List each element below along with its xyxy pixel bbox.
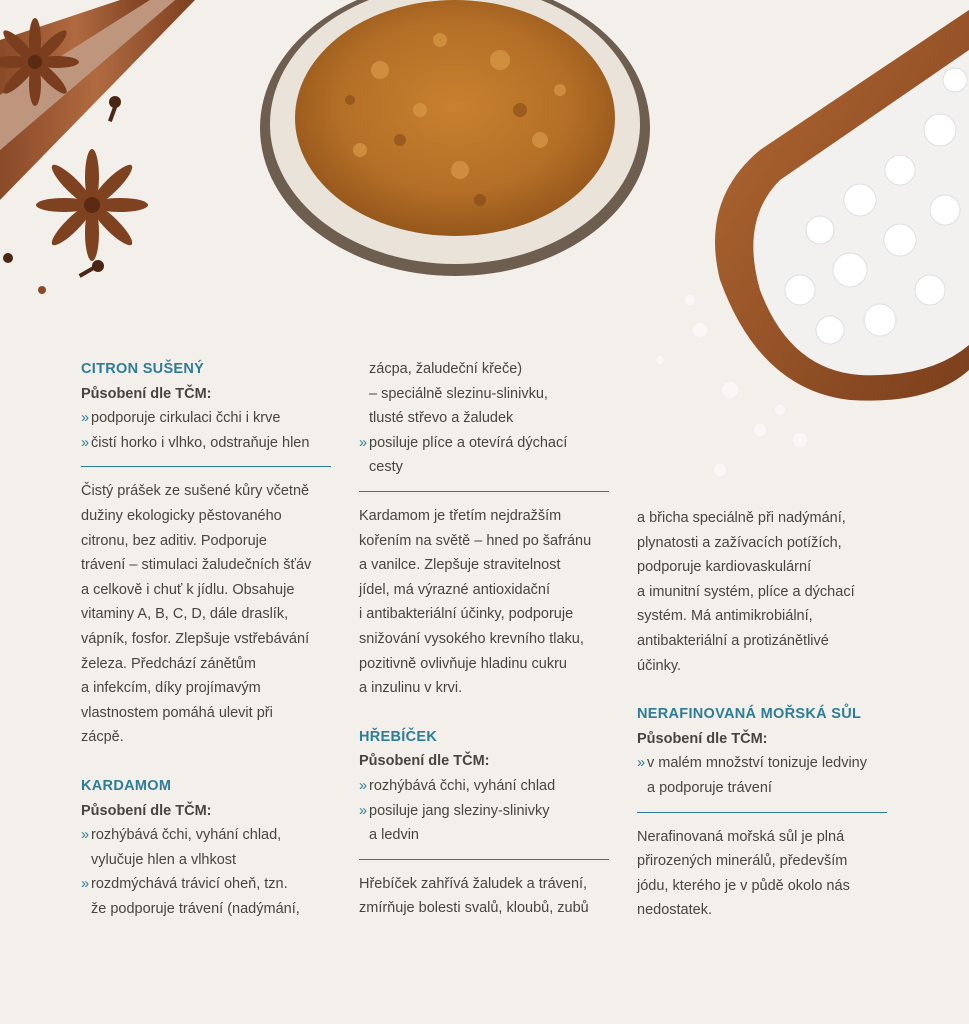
bullet-marker: » bbox=[81, 434, 90, 451]
divider bbox=[81, 466, 331, 467]
column-2: zácpa, žaludeční křeče) – speciálně slezinu-slinivku, tlusté střevo a žaludek » posiluje plíce a otevírá dýchací cesty Kardamom je třetím nejdražším kořením na světě – hned po šafránu a vanilce. Zlepšuje stravitelnost jídel, má výrazné antioxidační i antibakteriální účinky, podporuje snižování vysokého krevního tlaku, pozitivně ovlivňuje hladinu cukru a inzulinu v krvi. HŘEBÍČEK Působení dle TČM: » rozhýbává čchi, vyhání chlad » posiluje jang sleziny-slinivky a ledvin Hřebíček zahřívá žaludek a trávení, zmírňuje bolesti svalů, kloubů, zubů bbox=[359, 357, 614, 921]
bullet-item: » rozdmýchává trávicí oheň, tzn. bbox=[81, 872, 336, 897]
section-title-kardamom: KARDAMOM bbox=[81, 777, 172, 794]
section-title-sul: NERAFINOVANÁ MOŘSKÁ SŮL bbox=[637, 706, 862, 723]
kardamom-description: Kardamom je třetím nejdražším kořením na světě – hned po šafránu a vanilce. Zlepšuje stravitelnost jídel, má výrazné antioxidační i antibakteriální účinky, podporuje snižování vysokého krevního tlaku, pozitivně ovlivňuje hladinu cukru a inzulinu v krvi. bbox=[359, 507, 592, 697]
bullet-item: » čistí horko i vlhko, odstraňuje hlen bbox=[81, 431, 336, 456]
hrebicek-description-continued: a břicha speciálně při nadýmání, plynatosti a zažívacích potížích, podporuje kardiovaskulární a imunitní systém, plíce a dýchací systém. Má antimikrobiální, antibakteriální a protizánětlivé účinky. bbox=[637, 510, 855, 674]
bullet-marker: » bbox=[81, 827, 90, 844]
section-title-citron: CITRON SUŠENÝ bbox=[81, 361, 205, 377]
divider bbox=[359, 859, 609, 860]
bullet-marker: » bbox=[359, 777, 368, 794]
salt-scoop bbox=[656, 10, 969, 476]
bullet-marker: » bbox=[359, 434, 368, 451]
section-title-hrebicek: HŘEBÍČEK bbox=[359, 728, 438, 745]
bullet-item: » v malém množství tonizuje ledviny bbox=[637, 751, 897, 776]
sul-description: Nerafinovaná mořská sůl je plná přirozených minerálů, především jódu, kterého je v půdě okolo nás nedostatek. bbox=[637, 828, 850, 919]
bullet-marker: » bbox=[81, 410, 90, 427]
bullet-item: » posiluje plíce a otevírá dýchací bbox=[359, 431, 614, 456]
bullet-item: » posiluje jang sleziny-slinivky bbox=[359, 799, 614, 824]
bullet-item: » podporuje cirkulaci čchi i krve bbox=[81, 406, 336, 431]
star-anise-bottom bbox=[36, 149, 148, 261]
bullet-item: » rozhýbává čchi, vyhání chlad bbox=[359, 774, 614, 799]
tcm-label: Působení dle TČM: bbox=[81, 385, 212, 402]
divider bbox=[637, 812, 887, 813]
bullet-marker: » bbox=[359, 802, 368, 819]
tcm-label: Působení dle TČM: bbox=[637, 730, 768, 747]
bullet-marker: » bbox=[637, 755, 646, 772]
bullet-marker: » bbox=[81, 876, 90, 893]
citron-description: Čistý prášek ze sušené kůry včetně dužiny ekologicky pěstovaného citronu, bez aditiv. Podporuje trávení – stimulaci žaludečních šťáv a celkově i chuť k jídlu. Obsahuje vitaminy A, B, C, D, dále draslík, vápník, fosfor. Zlepšuje vstřebávání železa. Předchází zánětům a infekcím, díky projímavým vlastnostem pomáhá ulevit při zácpě. bbox=[81, 483, 312, 746]
column-1: CITRON SUŠENÝ Působení dle TČM: » podporuje cirkulaci čchi i krve » čistí horko i vlhko, odstraňuje hlen Čistý prášek ze sušené kůry včetně dužiny ekologicky pěstovaného citronu, bez aditiv. Podporuje trávení – stimulaci žaludečních šťáv a celkově i chuť k jídlu. Obsahuje vitaminy A, B, C, D, dále draslík, vápník, fosfor. Zlepšuje vstřebávání železa. Předchází zánětům a infekcím, díky projímavým vlastnostem pomáhá ulevit při zácpě. KARDAMOM Působení dle TČM: » rozhýbává čchi, vyhání chlad, vylučuje hlen a vlhkost » rozdmýchává trávicí oheň, tzn. že podporuje trávení (nadýmání, bbox=[81, 357, 336, 921]
divider bbox=[359, 491, 609, 492]
column-3: a břicha speciálně při nadýmání, plynatosti a zažívacích potížích, podporuje kardiovaskulární a imunitní systém, plíce a dýchací systém. Má antimikrobiální, antibakteriální a protizánětlivé účinky. NERAFINOVANÁ MOŘSKÁ SŮL Působení dle TČM: » v malém množství tonizuje ledviny a podporuje trávení Nerafinovaná mořská sůl je plná přirozených minerálů, především jódu, kterého je v půdě okolo nás nedostatek. bbox=[637, 506, 897, 923]
sugar-bowl bbox=[260, 0, 650, 276]
hrebicek-description: Hřebíček zahřívá žaludek a trávení, zmírňuje bolesti svalů, kloubů, zubů bbox=[359, 875, 589, 917]
tcm-label: Působení dle TČM: bbox=[81, 802, 212, 819]
bullet-item: » rozhýbává čchi, vyhání chlad, bbox=[81, 823, 336, 848]
tcm-label: Působení dle TČM: bbox=[359, 753, 490, 770]
